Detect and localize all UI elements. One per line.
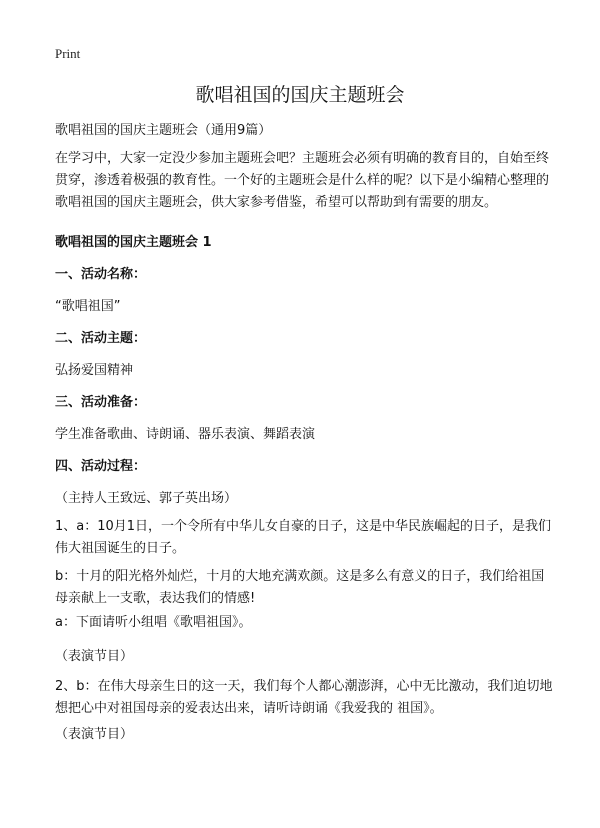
print-link[interactable]: Print — [55, 46, 81, 61]
activity-theme-text: 弘扬爱国精神 — [55, 363, 134, 378]
page-title: 歌唱祖国的国庆主题班会 — [195, 84, 405, 106]
process-paragraph-2: b：十月的阳光格外灿烂，十月的大地充满欢颜。这是多么有意义的日子，我们给祖国母亲献上一支歌，表达我们的情感! — [55, 569, 545, 606]
activity-name-text: “歌唱祖国” — [55, 299, 121, 314]
process-paragraph-3: a：下面请听小组唱《歌唱祖国》。 — [55, 615, 252, 630]
performance-note-2: （表演节目） — [55, 727, 134, 742]
process-paragraph-4: 2、b：在伟大母亲生日的这一天，我们每个人都心潮澎湃，心中无比激动，我们迫切地想把心中对祖国母亲的爱表达出来，请听诗朗诵《我爱我的 祖国》。 — [55, 679, 553, 716]
section-title: 歌唱祖国的国庆主题班会 1 — [55, 235, 212, 250]
intro-paragraph: 在学习中，大家一定没少参加主题班会吧？主题班会必须有明确的教育目的，自始至终贯穿，渗透着极强的教育性。一个好的主题班会是什么样的呢？以下是小编精心整理的歌唱祖国的国庆主题班会，供大家参考借鉴，希望可以帮助到有需要的朋友。 — [55, 151, 550, 210]
subtitle: 歌唱祖国的国庆主题班会（通用9篇） — [55, 123, 272, 138]
heading-activity-name: 一、活动名称： — [55, 267, 147, 282]
performance-note-1: （表演节目） — [55, 649, 134, 664]
process-paragraph-1: 1、a：10月1日，一个令所有中华儿女自豪的日子，这是中华民族崛起的日子，是我们伟大祖国诞生的日子。 — [55, 519, 552, 556]
heading-activity-prep: 三、活动准备： — [55, 395, 147, 410]
activity-prep-text: 学生准备歌曲、诗朗诵、器乐表演、舞蹈表演 — [55, 427, 316, 442]
heading-activity-theme: 二、活动主题： — [55, 331, 147, 346]
heading-activity-process: 四、活动过程： — [55, 459, 147, 474]
host-entrance-text: （主持人王致远、郭子英出场） — [55, 491, 238, 506]
